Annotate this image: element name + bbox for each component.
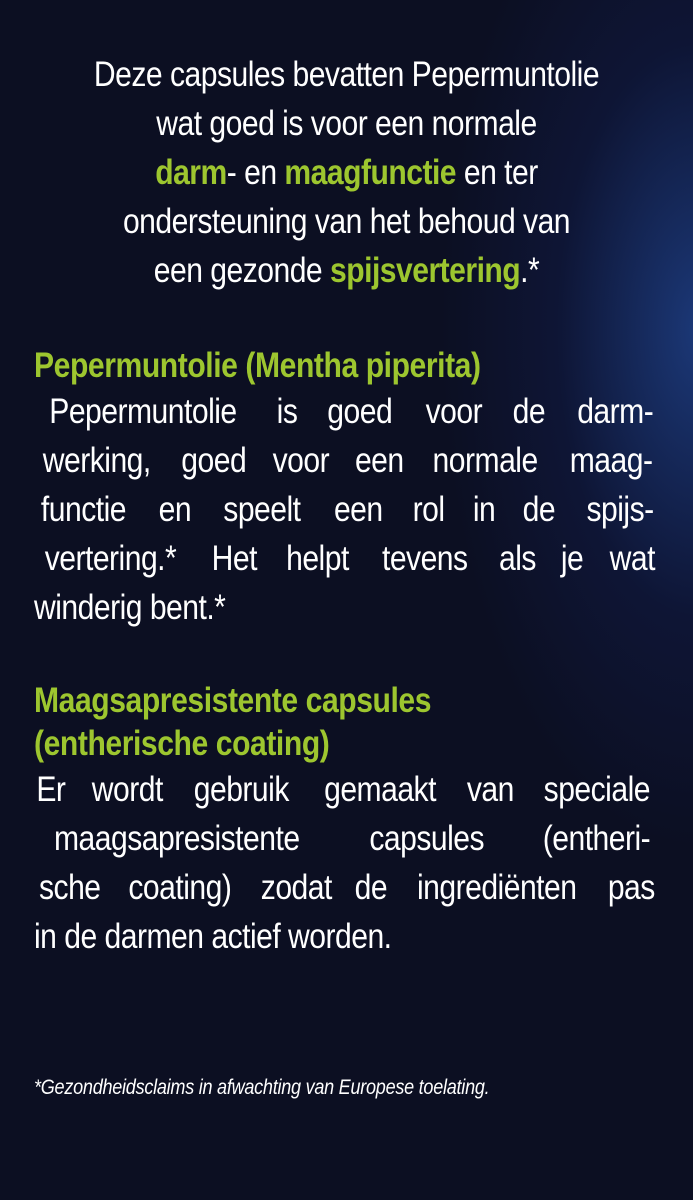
word: de [354, 868, 387, 907]
word: coating) [128, 868, 232, 907]
section-heading: (entherische coating) [34, 724, 330, 763]
word: Pepermuntolie [49, 392, 237, 431]
highlight-darm: darm [155, 153, 227, 192]
word: gemaakt [323, 770, 436, 809]
word: voor [272, 441, 330, 480]
section-body [34, 765, 659, 961]
word: maagsapresistente [53, 819, 300, 858]
word: gebruik [194, 770, 290, 809]
section-heading: Pepermuntolie (Mentha piperita) [34, 346, 481, 385]
word: functie [40, 490, 126, 529]
word: sche [39, 868, 101, 907]
intro-text: - en [226, 153, 285, 192]
word: zodat [260, 868, 332, 907]
justified-line [34, 485, 659, 534]
justified-line [34, 765, 659, 814]
intro-text: een gezonde [153, 251, 330, 290]
last-line: in de darmen actief worden. [34, 917, 392, 956]
last-line: winderig bent.* [34, 588, 226, 627]
word: Het [211, 539, 257, 578]
word: rol [412, 490, 445, 529]
word: speciale [544, 770, 651, 809]
section-capsules [34, 679, 659, 961]
highlight-spijsvertering: spijsvertering [329, 251, 521, 290]
word: in [472, 490, 495, 529]
justified-line [34, 534, 659, 583]
justified-line [34, 863, 659, 912]
word: een [354, 441, 404, 480]
word: speelt [223, 490, 301, 529]
word: helpt [286, 539, 350, 578]
word: maag- [569, 441, 653, 480]
word: ingrediënten [417, 868, 577, 907]
justified-line [34, 387, 659, 436]
intro-line: ondersteuning van het behoud van [122, 202, 571, 241]
word: van [466, 770, 514, 809]
word: wordt [91, 770, 163, 809]
highlight-maagfunctie: maagfunctie [284, 153, 457, 192]
section-body [34, 387, 659, 632]
word: voor [425, 392, 482, 431]
word: darm- [576, 392, 653, 431]
word: de [512, 392, 545, 431]
word: werking, [42, 441, 151, 480]
footnote: *Gezondheidsclaims in afwachting van Europese toelating. [34, 1076, 490, 1099]
section-heading: Maagsapresistente capsules [34, 681, 432, 720]
word: je [561, 539, 584, 578]
intro-text: en ter [456, 153, 538, 192]
word: is [276, 392, 298, 431]
justified-line [34, 814, 659, 863]
word: tevens [382, 539, 468, 578]
intro-paragraph [78, 50, 616, 295]
word: vertering.* [44, 539, 177, 578]
word: en [158, 490, 192, 529]
word: normale [432, 441, 538, 480]
word: (entheri- [542, 819, 651, 858]
word: goed [181, 441, 247, 480]
word: Er [36, 770, 66, 809]
word: als [498, 539, 536, 578]
word: wat [609, 539, 656, 578]
word: de [522, 490, 555, 529]
intro-line: wat goed is voor een normale [156, 104, 537, 143]
intro-line: Deze capsules bevatten Pepermuntolie [93, 55, 600, 94]
word: een [334, 490, 383, 529]
word: pas [608, 868, 656, 907]
intro-text: .* [520, 251, 540, 290]
section-pepermuntolie [34, 344, 659, 632]
word: spijs- [586, 490, 654, 529]
word: goed [327, 392, 393, 431]
word: capsules [369, 819, 485, 858]
justified-line [34, 436, 659, 485]
